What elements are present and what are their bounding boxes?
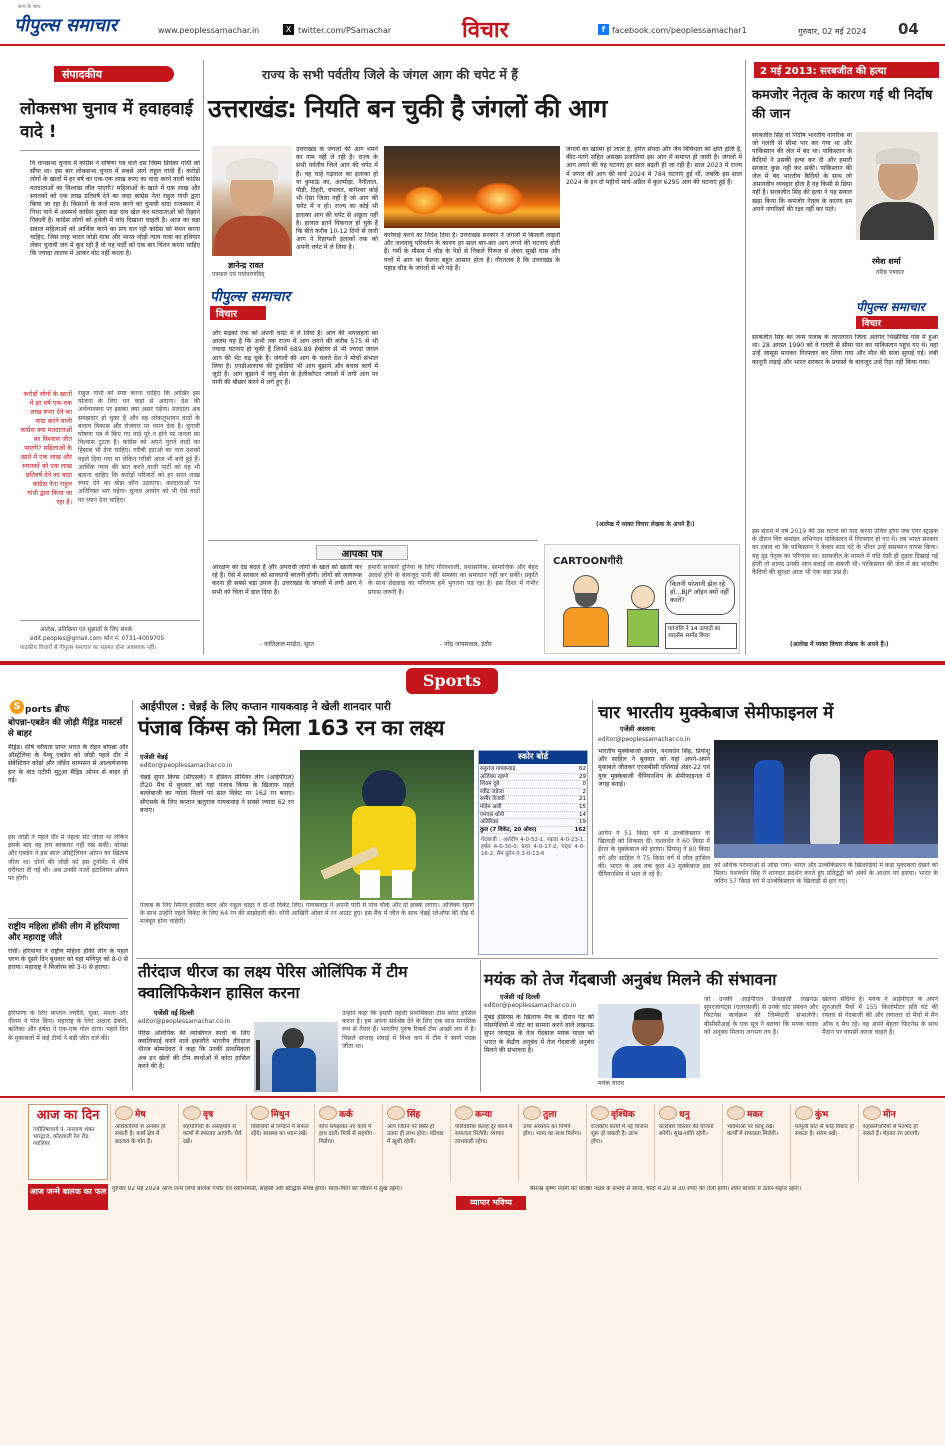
archery-photo bbox=[254, 1022, 338, 1092]
right-author-name: रमेश शर्मा bbox=[872, 257, 901, 266]
score-row: अतिरिक्त 19 bbox=[480, 819, 586, 826]
brand-tagline: सत्य के साथ bbox=[18, 4, 41, 10]
business-text: बैसाख कृष्ण नवमी को धनिष्ठा नक्षत्र के प्रभाव से सोना, चांदी में 20 से 30 रुपए की तेजी होगी। शेयर बाजार में उतार-चढ़ाव रहेगा। bbox=[530, 1186, 802, 1192]
main-signoff: (आलेख में व्यक्त विचार लेखक के अपने हैं।) bbox=[596, 521, 695, 528]
archer-icon bbox=[659, 1106, 677, 1120]
letters-body-col2: हमारी सरकारें दुनिया के लिए गौरवशाली, प्रशासनिक, सामाजिक और बेहद आदर्श होने के बावजूद पानी की समस्या का समाधान नहीं कर सकीं। प्रकृति के साथ छेड़छाड़ का परिणाम हमें भुगतना पड़ रहा है। इस दिशा में गंभीर प्रयास जरूरी हैं। bbox=[368, 564, 538, 596]
hockey-body-continued: हरियाणा के लिए कप्तान ज्योति, पूजा, ममता और नीलम ने गोल किए। महाराष्ट्र के लिए अक्षता ढेकले, ऋतिका और हर्षदा ने एक-एक गोल दागा। पहले दिन के मुकाबलों में कई टीमों ने बड़ी जीत दर्ज की। bbox=[8, 1010, 128, 1042]
main-body-col3: जंगलों का खात्मा हो जाता है, हरित संपदा और जैव विविधता को क्षति होती है, कीट-पतंगे सहित असंख्य प्रजातियां इस आग में समाप्त हो जाती हैं। जंगलों में आग लगने की यह घटनाएं हर साल बढ़ती ही जा रही हैं। साल 2023 में राज्य में जंगल की आग की मार्च 2024 में 784 घटनाएं हुई थीं, जबकि इस साल 2024 के इन दो महीनों मार्च-अप्रैल में कुल 6295 आग की घटनाएं हुई हैं। bbox=[566, 146, 742, 186]
ipl-email[interactable]: editor@peoplessamachar.co.in bbox=[140, 762, 233, 769]
ipl-photo bbox=[300, 750, 474, 900]
author-name: ज्ञानेन्द्र रावत bbox=[228, 261, 264, 270]
ram-icon bbox=[115, 1106, 133, 1120]
score-row: शिवम दुबे 0 bbox=[480, 781, 586, 788]
section-title: विचार bbox=[462, 18, 509, 43]
mayank-headline: मयंक को तेज गेंदबाजी अनुबंध मिलने की संभावना bbox=[484, 970, 777, 989]
letter-signature-2: - नरेंद्र जायसवाल, इंदौर bbox=[440, 641, 492, 648]
main-body-col2: कार्रवाई करने का निर्देश दिया है। उत्तराखंड सरकार ने जंगलों में बिजली लाइनों और जलवायु परिवर्तन के कारण हर साल बार-बार आग लगने की घटनाएं होती हैं। गर्मी के मौसम में चीड़ के पेड़ों से निकले पिरूल से लेकर सूखी घास और पत्तों में आग का फैलना बहुत आसान होता है। गौरतलब है कि उत्तराखंड के पहाड़ चीड़ के जंगलों से भरे पड़े हैं। bbox=[384, 232, 560, 272]
facebook-link[interactable]: facebook.com/peoplessamachar1 bbox=[612, 26, 747, 35]
website-link[interactable]: www.peoplessamachar.in bbox=[158, 26, 260, 35]
archery-body-continued: उन्होंने कहा कि हमारी पहली प्राथमिकता टीम कोटा हासिल करना है। हम अपना सर्वश्रेष्ठ देने के लिए एक साथ मानसिक रूप से तैयार हैं। भारतीय पुरुष रिकर्व टीम अच्छी लय में है। पिछले सप्ताह शंघाई में विश्व कप में टीम ने स्वर्ण पदक जीता था। bbox=[342, 1010, 476, 1050]
ipl-body: चेन्नई सुपर किंग्स (सीएसके) ने इंडियन प्रीमियर लीग (आईपीएल) टी20 मैच में बुधवार को यहां पंजाब किंग्स के खिलाफ पहले बल्लेबाजी का न्योता मिलने पर सात विकेट पर 162 रन बनाए। सीएसके के लिए कप्तान ऋतुराज गायकवाड़ ने सबसे ज्यादा 62 रन बनाए। bbox=[140, 774, 294, 814]
mayank-body-col2: जो उनकी आईपीएल फ्रेंचाइजी लखनऊ सुपरजायंट्स (एलएसजी) से उनके चोट प्रबंधन और फिटनेस कार्यक्रम की जिम्मेदारी संभालेगी। बीसीसीआई के एक सूत्र ने बताया कि मयंक यादव को अनुबंध मिलना लगभग तय है। bbox=[704, 996, 818, 1036]
ipl-body-continued: पंजाब के लिए स्पिनर हरप्रीत बरार और राहुल चाहर ने दो-दो विकेट लिए। गायकवाड़ ने अपनी पारी में पांच चौके और दो छक्के लगाए। अजिंक्य रहाणे के साथ उन्होंने पहले विकेट के लिए 64 रन की साझेदारी की। धोनी आखिरी ओवर में रन आउट हुए। इस मैच में जीत के साथ चेन्नई प्लेऑफ की दौड़ में मजबूत होना चाहेगी। bbox=[140, 902, 474, 926]
scoreboard bbox=[478, 750, 588, 955]
right-banner: 2 मई 2013: सरबजीत की हत्या bbox=[754, 62, 939, 78]
right-body-continued: इस संदर्भ में वर्ष 2019 की उस घटना को याद करना उचित होगा जब एयर स्ट्राइक के दौरान विंग कमांडर अभिनंदन पाकिस्तान में गिरफ्तार हो गए थे। तब भारत सरकार का दबाव था कि पाकिस्तान ने केवल साठ घंटे के भीतर उन्हें ससम्मान वापस किया। यह दृढ़ नेतृत्व का परिणाम था। सरबजीत के मामले में यदि ऐसी ही दृढ़ता दिखाई गई होती तो शायद उनकी जान बचाई जा सकती थी। पाकिस्तान की जेल में बंद भारतीय कैदियों की सुरक्षा आज भी एक बड़ा प्रश्न है। bbox=[752, 528, 938, 577]
score-row: समीर रिजवी 21 bbox=[480, 796, 586, 803]
twitter-link[interactable]: twitter.com/PSamachar bbox=[298, 26, 392, 35]
zodiac-vrishchik: वृश्चिक राजकीय कार्यों में नई योजना शुरू हो सकती है। लाभ होगा। bbox=[586, 1104, 654, 1182]
cartoon-figure-2 bbox=[623, 585, 663, 647]
editorial-contact-email[interactable]: edit.peoples@gmail.com फोन नं. 0731-4009705 bbox=[30, 636, 165, 642]
right-logo: पीपुल्स समाचार bbox=[856, 300, 925, 314]
boxing-headline: चार भारतीय मुक्केबाज सेमीफाइनल में bbox=[598, 703, 834, 723]
right-logo-tag: विचार bbox=[856, 316, 938, 329]
main-headline: उत्तराखंड: नियति बन चुकी है जंगलों की आग bbox=[208, 94, 607, 123]
archery-headline: तीरंदाज धीरज का लक्ष्य पेरिस ओलिंपिक में टीम क्वालिफिकेशन हासिल करना bbox=[138, 963, 408, 1002]
editorial-body-continued: राहुल गांधी को स्पष्ट करना चाहिए कि आखिर इस योजना के लिए धन कहां से आएगा। देश की अर्थव्यवस्था पर इसका क्या असर पड़ेगा। मतदाता अब समझदार हो चुका है और वह लोकलुभावन वादों के बजाय विकास और रोजगार पर ध्यान देता है। चुनावी घोषणा पत्र में किए गए वादे पूरे न होने पर जनता का विश्वास टूटता है। कांग्रेस को अपने पुराने वादों का हिसाब भी देना चाहिए। गरीबी हटाओ का नारा दशकों पहले दिया गया था लेकिन गरीबी आज भी बनी हुई है। आर्थिक न्याय की बात करने वाली पार्टी को यह भी बताना चाहिए कि करोड़ों परिवारों को हर साल लाख रुपए देने का बोझ कौन उठाएगा। करदाताओं पर अतिरिक्त भार पड़ेगा। चुनाव आयोग को भी ऐसे वादों पर ध्यान देना चाहिए। bbox=[78, 390, 200, 504]
zodiac-row bbox=[110, 1104, 930, 1182]
lion-icon bbox=[387, 1106, 405, 1120]
boxing-body: भारतीय मुक्केबाजों आर्यन, यशवर्धन सिंह, प्रियांशु और साहिल ने बुधवार को यहां अपने-अपने मुकाबले जीतकर एएसबीसी एशियाई अंडर-22 एवं युवा मुक्केबाजी चैंपियनशिप के सेमीफाइनल में जगह बनाई। bbox=[598, 748, 710, 788]
issue-date: गुरुवार, 02 मई 2024 bbox=[798, 27, 867, 36]
main-body-col1: उत्तराखंड के जंगलों की आग थमने का नाम नहीं ले रही है। राज्य के सभी पर्वतीय जिले आग की चपेट में हैं। वह चाहे गढ़वाल का इलाका हो या कुमाऊं का, अल्मोड़ा, नैनीताल, पौड़ी, टिहरी, चंपावत, बागेश्वर कोई भी ऐसा जिला नहीं है जो आग की चपेट में न हो। राज्य का कोई भी इलाका आग की चपेट से अछूता नहीं है। हालात इतने विकराल हो चुके हैं कि बीते करीब 10-12 दिनों से जारी आग ने रिहायशी इलाकों तक को अपनी चपेट में ले लिया है। bbox=[296, 146, 378, 252]
editorial-contact-label: आलेख, प्रतिक्रिया एवं सुझावों के लिए संपर्क bbox=[40, 627, 133, 633]
mayank-photo bbox=[598, 1004, 700, 1078]
ipl-headline: पंजाब किंग्स को मिला 163 रन का लक्ष्य bbox=[138, 716, 444, 740]
brand-logo: पीपुल्स समाचार bbox=[14, 15, 117, 36]
zodiac-tula: तुला उच्च अध्ययन का निर्णय होगा। भाग्य का साथ मिलेगा। bbox=[518, 1104, 586, 1182]
archery-body: पेरिस ओलंपिक की व्यक्तिगत स्पर्धा के लिए क्वालिफाई करने वाले इकलौते भारतीय तीरंदाज धीरज बोम्मदेवरा ने कहा कि उनकी प्राथमिकता अब इन खेलों की टीम स्पर्धाओं में कोटा हासिल करने की है। bbox=[138, 1030, 250, 1070]
sports-brief-title: बोपन्ना-एबडेन की जोड़ी मैड्रिड मास्टर्स से बाहर bbox=[8, 718, 123, 739]
business-title: व्यापार भविष्य bbox=[456, 1196, 526, 1210]
today-box bbox=[28, 1104, 108, 1180]
crab-icon bbox=[319, 1106, 337, 1120]
sports-divider bbox=[0, 661, 945, 665]
boxing-email[interactable]: editor@peoplessamachar.co.in bbox=[598, 736, 691, 743]
right-body: सरबजीत सिंह वो निर्दोष भारतीय नागरिक था जो गलती से सीमा पार कर गया था और पाकिस्तान की जेल में बंद था। पाकिस्तान के कैदियों ने उसकी हत्या कर दी और हमारी सरकार कुछ नहीं कर सकी। पाकिस्तान की जेल में बंद भारतीय कैदियों के साथ जो अमानवीय व्यवहार होता है वह किसी से छिपा नहीं है। सरबजीत सिंह की हत्या ने यह सवाल खड़ा किया कि कमजोर नेतृत्व के कारण हम अपने नागरिकों की रक्षा नहीं कर पाते। bbox=[752, 132, 852, 213]
author-role: पत्रकार एवं पर्यावरणविद् bbox=[212, 271, 265, 278]
sports-header: Sports bbox=[406, 668, 498, 694]
letter-signature-1: - कांतिलाल मांडोत, सूरत bbox=[260, 641, 314, 648]
twitter-icon: X bbox=[283, 24, 294, 35]
sports-brief-tag: ports ब्रीफ bbox=[25, 705, 70, 715]
score-row: अजिंक्य रहाणे 29 bbox=[480, 773, 586, 780]
right-signoff: (आलेख में व्यक्त विचार लेखक के अपने हैं।) bbox=[790, 641, 889, 648]
letters-body: आरक्षण का दंड बदल है और अपराधी लोगों के खाते को खाली कर रहे हैं। ऐसे में सरकार को सावधानी बरतनी होगी। लोगों को जागरूक करना ही सबसे बड़ा उपाय है। उत्तराखंड के जंगलों में लगी आग ने सभी को चिंता में डाल दिया है। bbox=[212, 564, 362, 596]
ipl-kicker: आईपीएल : चेन्नई के लिए कप्तान गायकवाड़ ने खेली शानदार पारी bbox=[140, 701, 391, 713]
boxing-photo bbox=[714, 740, 938, 858]
letters-title: आपका पत्र bbox=[316, 545, 408, 560]
archery-byline: एजेंसी नई दिल्ली bbox=[154, 1009, 194, 1017]
score-row: रवींद्र जडेजा 2 bbox=[480, 788, 586, 795]
ipl-byline: एजेंसी चेन्नई bbox=[140, 753, 168, 761]
score-row: कुल (7 विकेट, 20 ओवर) 162 bbox=[480, 826, 586, 833]
water-bearer-icon bbox=[795, 1106, 813, 1120]
zodiac-kark: कर्क सोच समझकर नए कार्य में हाथ डालें। मित्रों से सहयोग मिलेगा। bbox=[314, 1104, 382, 1182]
boxing-byline: एजेंसी अस्ताना bbox=[620, 725, 655, 733]
maiden-icon bbox=[455, 1106, 473, 1120]
main-body-col1-lower: और सड़कों तक को अपनी चपेट में ले लिया है। आग की भयावहता का आलम यह है कि अभी तक राज्य में आग लगने की करीब 575 से भी ज्यादा घटनाएं हो चुकी हैं जिनमें 689.89 हेक्टेयर से भी ज्यादा जंगल आग की भेंट चढ़ चुके हैं। जंगलों की आग के चलते देश ने मोर्चा संभाल लिया है। एनडीआरएफ की टुकड़ियां भी आग बुझाने और बचाव कार्य में जुटी हैं। आग बुझाने में वायु सेना के हेलीकॉप्टर जंगलों में लगी आग पर पानी की बौछार करने में लगे हुए हैं। bbox=[212, 330, 378, 387]
main-logo-tag: विचार bbox=[210, 306, 266, 320]
cartoon-panel bbox=[544, 544, 740, 654]
boxing-body-continued: आर्यन ने 51 किग्रा वर्ग में उज्बेकिस्तान के खिलाड़ी को शिकस्त दी। यशवर्धन ने 60 किग्रा में ईरान के मुक्केबाज को हराया। प्रियांशु ने 80 किग्रा वर्ग और साहिल ने 75 किग्रा वर्ग में जीत हासिल की। भारत के अब तक कुल 43 मुक्केबाज इस चैंपियनशिप में भाग ले रहे हैं। bbox=[598, 830, 710, 879]
score-row: रुतुराज गायकवाड़ 62 bbox=[480, 766, 586, 772]
today-text: ज्योतिषाचार्य पं. नारायण शंकर भारद्वाज, कोठवाली रेल रोड, ग्वालियर bbox=[33, 1127, 95, 1147]
right-headline: कमजोर नेतृत्व के कारण गई थी निर्दोष की जान bbox=[752, 88, 933, 122]
fish-icon bbox=[863, 1106, 881, 1120]
bull-icon bbox=[183, 1106, 201, 1120]
score-row: एमएस धोनी 14 bbox=[480, 811, 586, 818]
cartoon-figure-1 bbox=[559, 575, 613, 647]
scoreboard-table bbox=[479, 766, 587, 834]
cartoon-caption: पतंजलि ने 14 उत्पादों का लाइसेंस सस्पेंड किया bbox=[665, 623, 737, 649]
scoreboard-notes: गेंदबाजी : अर्शदीप 4-0-52-1, रबाडा 4-0-23-1, हर्षल 4-0-30-0, बरार 4-0-17-2, चाहर 4-0-16-2, सैम कुरेन 0.3-0-13-0 bbox=[481, 837, 585, 857]
scorpion-icon bbox=[591, 1106, 609, 1120]
facebook-icon: f bbox=[598, 24, 609, 35]
mayank-email[interactable]: editor@peoplessamachar.co.in bbox=[484, 1002, 577, 1009]
scoreboard-title: स्कोर बोर्ड bbox=[479, 751, 587, 764]
editorial-callout: करोड़ों लोगों के खातों में हर वर्ष एक-एक लाख रुपए देने का वादा करने वाली कांग्रेस क्या मतदाताओं का विश्वास जीत पाएगी? महिलाओं के खाते में एक लाख और स्नातकों को एक लाख प्रतिवर्ष देने का वादा कांग्रेस नेता राहुल गांधी द्वारा किया जा रहा है। bbox=[20, 390, 72, 506]
main-kicker: राज्य के सभी पर्वतीय जिले के जंगल आग की चपेट में हैं bbox=[262, 67, 518, 82]
editorial-body: वि धानसभा चुनाव में कांग्रेस ने घोषणा पत्र वाले दस जिस्म प्रियंका गांधी को सौंपा था। इस बार लोकसभा चुनाव में सबसे आगे राहुल गांधी हैं। करोड़ों लोगों के खातों में हर वर्ष का एक-एक लाख रुपए का वादा करने वाली कांग्रेस मतदाताओं का विश्वास जीत पाएगी? महिलाओं के खाते में एक लाख और स्नातकों को एक लाख प्रतिवर्ष देने का वादा कांग्रेस नेता राहुल गांधी द्वारा किया जा रहा है। किसानों के कर्ज माफ करने का चुनावी वादा राजस्थान में निभा पाने में असमर्थ कांग्रेस दूसरा बड़ा दांव खेल कर मतदाताओं को रिझाने निकली है। कांग्रेस लोगों को हथेली में चांद दिखाना चाहती है। आज का बड़ा सवाल महिलाओं को आर्थिक करने का प्रण चल रही कांग्रेस को मंथन करना चाहिए, जिस तरह भारत जोड़ो यात्रा और भारत जोड़ो न्याय यात्रा का हथियार लेकर चुनावी जंग में कूद रही है वो यह पार्टी को एक बार चिंतन करना चाहिए कि ज्यादा लालच में आकर वोट नहीं करता है। bbox=[30, 160, 200, 258]
right-author-role: वरिष्ठ पत्रकार bbox=[876, 269, 905, 276]
mayank-body-col3: खेलना संदिग्ध है। मयंक ने आईपीएल के अपने शुरुआती मैचों में 155 किलोमीटर प्रति घंटे की रफ्तार से गेंदबाजी की और लगातार दो मैचों में मैन ऑफ द मैच रहे। वह अपने बेहतर फिटनेस के साथ मैदान पर वापसी करना चाहते हैं। bbox=[822, 996, 938, 1036]
editorial-tag: संपादकीय bbox=[54, 66, 174, 82]
hockey-title: राष्ट्रीय महिला हॉकी लीग में हरियाणा और महाराष्ट्र जीते bbox=[8, 922, 120, 943]
right-author-photo bbox=[856, 132, 938, 240]
sports-brief-body: मैड्रिड। शीर्ष वरीयता प्राप्त भारत के रोहन बोपन्ना और ऑस्ट्रेलिया के मैथ्यू एबडेन को जोड़ी पहले दौर में सेबेस्टियन कोर्डा और जॉर्डन थाम्पसन से आश्चर्यजनक हार के बाद एटीपी मुटुआ मैड्रिड ओपन से बाहर हो गई। bbox=[8, 744, 128, 784]
zodiac-dhanu: धनु कारोबार विस्तार की योजना बनेगी। सुख-शांति रहेगी। bbox=[654, 1104, 722, 1182]
zodiac-kanya: कन्या पारिवारिक कलह दूर करने में सफलता मिलेगी। व्यापार लाभकारी रहेगा। bbox=[450, 1104, 518, 1182]
cartoon-speech-bubble: कितनी परेशानी झेल रहे हो...BJP जॉइन क्यों नहीं करते? bbox=[665, 575, 735, 615]
horoscope-strip bbox=[0, 1096, 945, 1445]
cartoon-title: CARTOONगीरी bbox=[553, 556, 623, 567]
hockey-body: रांची। हरियाणा ने राष्ट्रीय महिला हॉकी लीग के पहले चरण के दूसरे दिन बुधवार को यहां मणिपुर को 8-0 से हराया। महाराष्ट्र ने मिजोरम को 3-0 से हराया। bbox=[8, 948, 128, 972]
score-row: मोईन अली 15 bbox=[480, 803, 586, 810]
goat-icon bbox=[727, 1106, 745, 1120]
forest-fire-photo bbox=[384, 146, 560, 228]
sports-brief-icon: S bbox=[10, 700, 24, 714]
editorial-title: लोकसभा चुनाव में हवाहवाई वादे ! bbox=[20, 99, 193, 142]
right-body-lower: सरबजीत सिंह का जन्म पंजाब के तरनतारन जिला अंतर्गत भिखीविंड गांव में हुआ था। 28 अगस्त 1990 को वे गलती से सीमा पार कर पाकिस्तान पहुंच गए थे। वहां उन्हें जासूस मानकर गिरफ्तार कर लिया गया और मौत की सजा सुनाई गई। लंबी कानूनी लड़ाई और भारत सरकार के प्रयासों के बावजूद उन्हें रिहा नहीं किया गया। bbox=[752, 334, 938, 366]
archery-email[interactable]: editor@peoplessamachar.co.in bbox=[138, 1018, 231, 1025]
author-photo bbox=[212, 146, 292, 256]
zodiac-singh: सिंह आप जितने पर स्थिर हों उतना ही लाभ होगा। परिवार में खुशी रहेगी। bbox=[382, 1104, 450, 1182]
born-box bbox=[28, 1184, 108, 1210]
zodiac-kumbh: कुंभ मामूली बात से कोई विवाद हो सकता है। संयम रखें। bbox=[790, 1104, 858, 1182]
editorial-disclaimer: पाठकीय विचारों से पीपुल्स समाचार का सहमत होना आवश्यक नहीं। bbox=[20, 645, 157, 651]
zodiac-mithun: मिथुन विरोधियों से निपटने में सफल रहेंगे। स्वास्थ्य का ध्यान रखें। bbox=[246, 1104, 314, 1182]
mayank-byline: एजेंसी नई दिल्ली bbox=[500, 993, 540, 1001]
born-title: आज जन्मे बालक का फल bbox=[29, 1187, 107, 1196]
zodiac-vrish: वृष सहयोगियों के असहयोग से कामों में रुकावट आएगी। धैर्य रखें। bbox=[178, 1104, 246, 1182]
zodiac-mesh: मेष अधिकारियों से अनबन हो सकती है। कार्य क्षेत्र में बदलाव के योग हैं। bbox=[110, 1104, 178, 1182]
masthead bbox=[0, 0, 945, 46]
main-logo: पीपुल्स समाचार bbox=[210, 289, 291, 305]
scales-icon bbox=[523, 1106, 541, 1120]
sports-brief-continued: इस जोड़ी ने पहले दौर में पहला सेट जीता था लेकिन इसके बाद वह लय बरकरार नहीं रख सकी। बोपन्ना और एबडेन ने इस साल ऑस्ट्रेलियन ओपन का खिताब जीता था। दोनों की जोड़ी को इस टूर्नामेंट में शीर्ष वरीयता दी गई थी। अब उनकी नजरें इटालियन ओपन पर होंगी। bbox=[8, 834, 128, 883]
zodiac-makar: मकर भावनाओं पर काबू रखें। कार्यों में सफलता मिलेगी। bbox=[722, 1104, 790, 1182]
page-number: 04 bbox=[898, 20, 919, 38]
twins-icon bbox=[251, 1106, 269, 1120]
today-title: आज का दिन bbox=[36, 1108, 100, 1123]
mayank-body-photo-caption: मयंक यादव bbox=[598, 1080, 624, 1087]
zodiac-meen: मीन सहकर्मचारियों से मतभेद हो सकते हैं। मेहनत रंग लाएगी। bbox=[858, 1104, 930, 1182]
boxing-body-lower: को अधिक परंपराओं से जोड़ा गया। भारत और उज्बेकिस्तान के खिलाड़ियों में कड़ा मुकाबला देखने को मिला। यशवर्धन सिंह ने शानदार प्रदर्शन करते हुए प्रतिद्वंद्वी को अंकों के आधार पर हराया। भारत के जतिन 57 किग्रा वर्ग में उज्बेकिस्तान के खिलाड़ी से हार गए। bbox=[714, 862, 938, 886]
mayank-body: मुंबई इंडियंस के खिलाफ मैच के दौरान पेट की मांसपेशियों में चोट का सामना करने वाले लखनऊ सुपर जायंट्स के तेज गेंदबाज मयंक यादव को भारत के केंद्रीय अनुबंध में तेज गेंदबाजी अनुबंध मिलने की संभावना है। bbox=[484, 1014, 594, 1054]
born-text: गुरुवार 02 मई 2024 आज जन्म लिया बालक गंभीर एवं स्वाभिमानी, साहसी और बौद्धिक संपन्न होगा। माता-पिता को जीवन में सुख रहेगा। bbox=[112, 1186, 402, 1192]
